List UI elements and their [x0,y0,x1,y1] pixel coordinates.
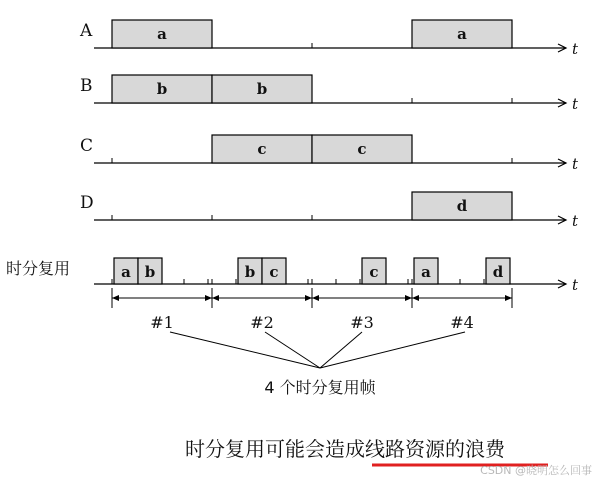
bottom-caption: 时分复用可能会造成线路资源的浪费 [185,437,505,461]
tdm-block-label: a [121,263,131,281]
tdm-block-label: b [144,263,156,281]
channel-label-d: D [80,193,94,213]
arrowhead-icon [305,295,312,301]
axis-t-label: t [572,95,579,113]
axis-t-label: t [572,40,579,58]
pointer-line [170,332,320,368]
axis-t-label: t [572,212,579,230]
frame-label: #2 [250,313,274,332]
arrowhead-icon [112,295,119,301]
watermark: CSDN @晓明怎么回事 [480,464,592,477]
channel-label-a: A [80,21,93,41]
tdm-block-label: c [269,263,279,281]
arrowhead-icon [312,295,319,301]
data-block-label: c [257,140,267,158]
tdm-block-label: c [369,263,379,281]
tdm-block-label: a [421,263,431,281]
axis-t-label: t [572,155,579,173]
frame-label: #3 [350,313,374,332]
data-block-label: d [456,197,468,215]
arrowhead-icon [212,295,219,301]
data-block-label: b [256,80,268,98]
tdm-label: 时分复用 [6,259,71,278]
channel-label-c: C [80,136,94,156]
tdm-block-label: b [244,263,256,281]
data-block-label: a [157,25,167,43]
arrowhead-icon [205,295,212,301]
frames-caption: 4 个时分复用帧 [264,378,376,397]
arrowhead-icon [505,295,512,301]
data-block-label: c [357,140,367,158]
frame-label: #1 [150,313,174,332]
tdm-block-label: d [492,263,504,281]
data-block-label: a [457,25,467,43]
arrowhead-icon [405,295,412,301]
data-block-label: b [156,80,168,98]
axis-t-label: t [572,276,579,294]
channel-label-b: B [80,76,93,96]
arrowhead-icon [412,295,419,301]
pointer-line [265,332,320,368]
frame-label: #4 [450,313,474,332]
